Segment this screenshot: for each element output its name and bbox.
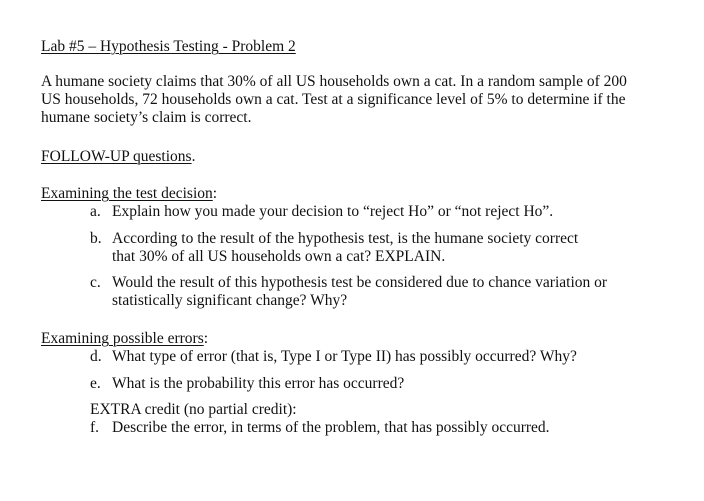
page-title: Lab #5 – Hypothesis Testing - Problem 2 <box>41 38 296 55</box>
item-e-marker: e. <box>90 375 101 392</box>
item-b-line-2: that 30% of all US households own a cat? EXPLAIN. <box>112 248 446 265</box>
extra-credit-label: EXTRA credit (no partial credit): <box>90 401 297 418</box>
item-f-line-1: Describe the error, in terms of the problem, that has possibly occurred. <box>112 419 550 436</box>
problem-line-3: humane society’s claim is correct. <box>41 109 252 126</box>
followup-heading <box>41 148 195 166</box>
item-c-line-1: Would the result of this hypothesis test be considered due to chance variation or <box>112 274 608 291</box>
item-e-line-1: What is the probability this error has occurred? <box>112 375 405 392</box>
item-d-marker: d. <box>90 348 102 365</box>
item-d-line-1: What type of error (that is, Type I or Type II) has possibly occurred? Why? <box>112 348 577 365</box>
followup-heading-text: FOLLOW-UP questions <box>41 148 192 165</box>
decision-heading-text: Examining the test decision <box>41 185 213 202</box>
errors-section-heading <box>41 330 208 348</box>
item-c-line-2: statistically significant change? Why? <box>112 292 348 309</box>
problem-line-2: US households, 72 households own a cat. Test at a significance level of 5% to determine if the <box>41 91 626 108</box>
errors-heading-text: Examining possible errors <box>41 330 204 347</box>
problem-line-1: A humane society claims that 30% of all US households own a cat. In a random sample of 200 <box>41 73 627 90</box>
decision-heading-colon: : <box>212 185 218 202</box>
item-a-line-1: Explain how you made your decision to “reject Ho” or “not reject Ho”. <box>112 203 554 220</box>
item-b-marker: b. <box>90 230 102 247</box>
item-f-marker: f. <box>90 419 100 436</box>
decision-section-heading <box>41 185 217 203</box>
followup-heading-period: . <box>191 148 196 165</box>
errors-heading-colon: : <box>203 330 209 347</box>
item-c-marker: c. <box>90 274 101 291</box>
item-b-line-1: According to the result of the hypothesis test, is the humane society correct <box>112 230 579 247</box>
item-a-marker: a. <box>90 203 101 220</box>
